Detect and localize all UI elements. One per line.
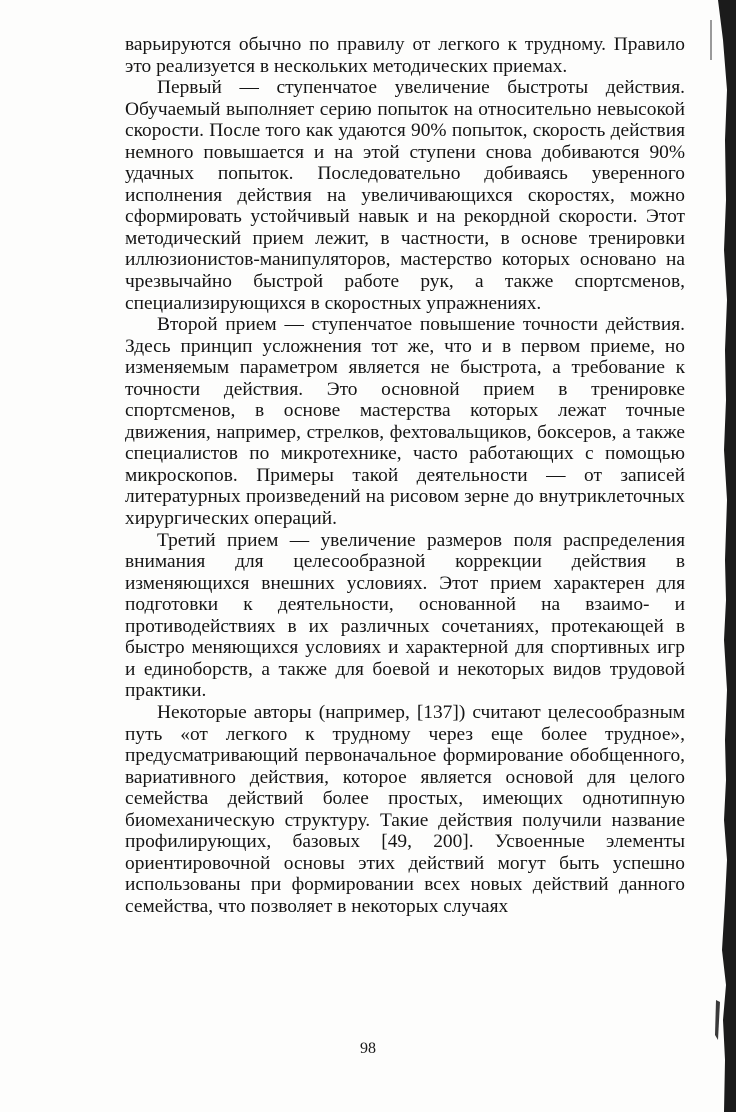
- paragraph-first-method: Первый — ступенчатое увеличение быстроты действия. Обучаемый выполняет серию попыток на относительно невысокой скорости. После того как удаются 90% попыток, скорость действия немного повышается и на этой ступени снова добиваются 90% удачных попыток. Последовательно добиваясь уверенного исполнения действия на увеличивающихся скоростях, можно сформировать устойчивый навык и на рекордной скорости. Этот методический прием лежит, в частности, в основе тренировки иллюзионистов-манипуляторов, мастерство которых основано на чрезвычайно быстрой работе рук, а также спортсменов, специализирующихся в скоростных упражнениях.: [125, 77, 685, 314]
- paragraph-second-method: Второй прием — ступенчатое повышение точности действия. Здесь принцип усложнения тот же, что и в первом приеме, но изменяемым параметром является не быстрота, а требование к точности действия. Это основной прием в тренировке спортсменов, в основе мастерства которых лежат точные движения, например, стрелков, фехтовальщиков, боксеров, а также специалистов по микротехнике, часто работающих с помощью микроскопов. Примеры такой деятельности — от записей литературных произведений на рисовом зерне до внутриклеточных хирургических операций.: [125, 314, 685, 530]
- paragraph-other-authors: Некоторые авторы (например, [137]) считают целесообразным путь «от легкого к трудному через еще более трудное», предусматривающий первоначальное формирование обобщенного, вариативного действия, которое является основой для целого семейства действий более простых, имеющих однотипную биомеханическую структуру. Такие действия получили название профилирующих, базовых [49, 200]. Усвоенные элементы ориентировочной основы этих действий могут быть успешно использованы при формировании всех новых действий данного семейства, что позволяет в некоторых случаях: [125, 701, 685, 917]
- page-number: 98: [360, 1040, 376, 1057]
- paragraph-continuation: варьируются обычно по правилу от легкого к трудному. Правило это реализуется в нескольких методических приемах.: [125, 34, 685, 77]
- paragraph-third-method: Третий прием — увеличение размеров поля распределения внимания для целесообразной коррекции действия в изменяющихся внешних условиях. Этот прием характерен для подготовки к деятельности, основанной на взаимо- и противодействиях в их различных сочетаниях, протекающей в быстро меняющихся условиях и характерной для спортивных игр и единоборств, а также для боевой и некоторых видов трудовой практики.: [125, 529, 685, 702]
- scan-edge-shadow: [696, 0, 736, 1112]
- body-text: [125, 34, 685, 917]
